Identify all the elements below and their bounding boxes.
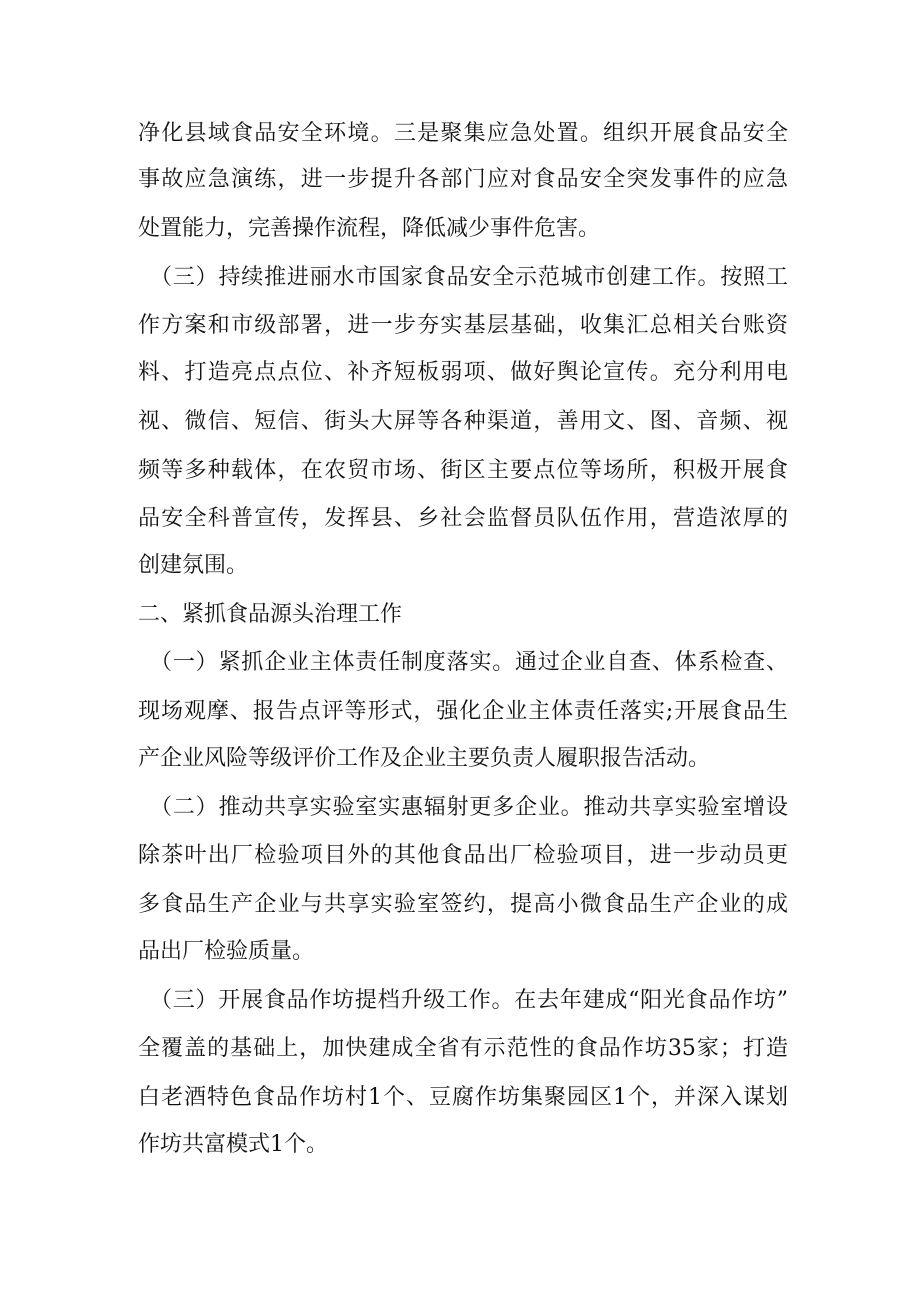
- text-line-21: 白老酒特色食品作坊村1个、豆腐作坊集聚园区1个，并深入谋划: [138, 1085, 788, 1110]
- text-line-20: 全覆盖的基础上，加快建成全省有示范性的食品作坊35家；打造: [138, 1036, 788, 1061]
- text-line-10: 创建氛围。: [138, 553, 249, 578]
- text-line-7: 视、微信、短信、街头大屏等各种渠道，善用文、图、音频、视: [138, 409, 788, 434]
- text-line-17: 多食品生产企业与共享实验室签约，提高小微食品生产企业的成: [138, 892, 788, 917]
- text-line-14: 产企业风险等级评价工作及企业主要负责人履职报告活动。: [138, 746, 711, 771]
- section-heading: 二、紧抓食品源头治理工作: [138, 602, 403, 627]
- text-line-18: 品出厂检验质量。: [138, 939, 315, 964]
- text-line-8: 频等多种载体，在农贸市场、街区主要点位等场所，积极开展食: [138, 458, 788, 483]
- text-line-6: 料、打造亮点点位、补齐短板弱项、做好舆论宣传。充分利用电: [138, 360, 788, 385]
- text-line-2: 事故应急演练，进一步提升各部门应对食品安全突发事件的应急: [138, 167, 788, 192]
- text-line-4: （三）持续推进丽水市国家食品安全示范城市创建工作。按照工: [150, 265, 788, 290]
- text-line-5: 作方案和市级部署，进一步夯实基层基础，收集汇总相关台账资: [138, 313, 788, 338]
- text-line-15: （二）推动共享实验室实惠辐射更多企业。推动共享实验室增设: [150, 795, 788, 820]
- text-line-16: 除茶叶出厂检验项目外的其他食品出厂检验项目，进一步动员更: [138, 843, 788, 868]
- text-line-22: 作坊共富模式1个。: [138, 1132, 328, 1157]
- text-line-19: （三）开展食品作坊提档升级工作。在去年建成“阳光食品作坊”: [150, 988, 788, 1013]
- text-line-1: 净化县域食品安全环境。三是聚集应急处置。组织开展食品安全: [138, 121, 788, 146]
- text-line-3: 处置能力，完善操作流程，降低减少事件危害。: [138, 216, 601, 241]
- text-line-13: 现场观摩、报告点评等形式，强化企业主体责任落实;开展食品生: [138, 699, 788, 724]
- text-line-9: 品安全科普宣传，发挥县、乡社会监督员队伍作用，营造浓厚的: [138, 506, 788, 531]
- text-line-12: （一）紧抓企业主体责任制度落实。通过企业自查、体系检查、: [150, 650, 788, 675]
